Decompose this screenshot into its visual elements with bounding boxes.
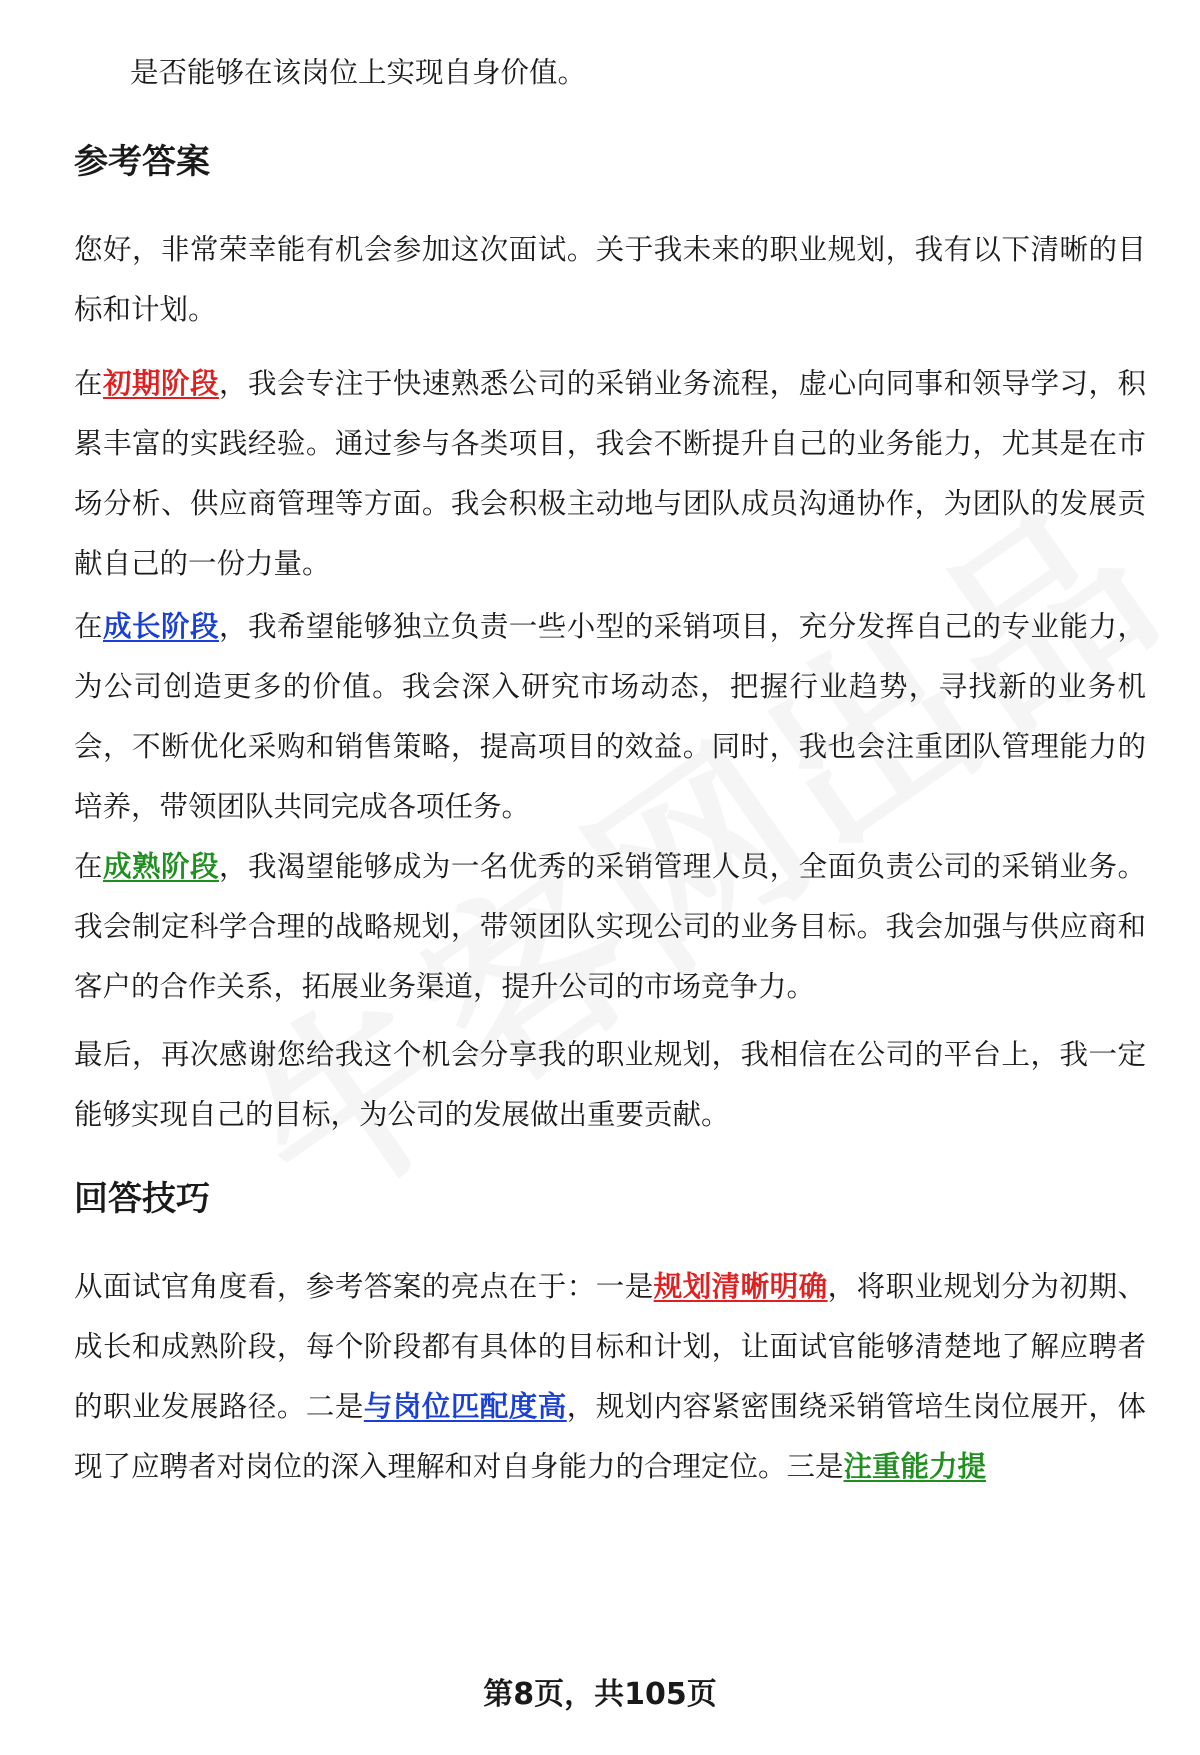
tips-seg-2: ，将职业规划分为初期、成长和成熟阶段，每个阶段都有具体的目标和计划，让面试官能够清楚地了解应聘者的职业发展路径。二是 — [74, 1270, 1146, 1423]
growth-text: ，我希望能够独立负责一些小型的采销项目，充分发挥自己的专业能力，为公司创造更多的价值。我会深入研究市场动态，把握行业趋势，寻找新的业务机会，不断优化采购和销售策略，提高项目的效益。同时，我也会注重团队管理能力的培养，带领团队共同完成各项任务。 — [74, 610, 1146, 823]
answer-paragraph-growth — [74, 597, 1146, 837]
tips-keyword-3: 注重能力提 — [843, 1450, 987, 1483]
early-text: ，我会专注于快速熟悉公司的采销业务流程，虚心向同事和领导学习，积累丰富的实践经验。通过参与各类项目，我会不断提升自己的业务能力，尤其是在市场分析、供应商管理等方面。我会积极主动地与团队成员沟通协作，为团队的发展贡献自己的一份力量。 — [74, 367, 1146, 580]
early-prefix: 在 — [74, 367, 103, 400]
answer-paragraph-greeting: 您好，非常荣幸能有机会参加这次面试。关于我未来的职业规划，我有以下清晰的目标和计划。 — [74, 233, 1146, 326]
mature-prefix: 在 — [74, 850, 103, 883]
answer-heading: 参考答案 — [74, 142, 210, 182]
tips-keyword-2: 与岗位匹配度高 — [363, 1390, 567, 1423]
growth-prefix: 在 — [74, 610, 103, 643]
tips-seg-3: ，规划内容紧密围绕采销管培生岗位展开，体现了应聘者对岗位的深入理解和对自身能力的合理定位。三是 — [74, 1390, 1146, 1483]
tips-paragraph — [74, 1257, 1146, 1497]
intro-tail-text: 是否能够在该岗位上实现自身价值。 — [130, 56, 587, 89]
answer-paragraph-closing: 最后，再次感谢您给我这个机会分享我的职业规划，我相信在公司的平台上，我一定能够实现自己的目标，为公司的发展做出重要贡献。 — [74, 1038, 1146, 1131]
answer-paragraph-early — [74, 354, 1146, 594]
mature-stage-keyword: 成熟阶段 — [103, 850, 219, 883]
early-stage-keyword: 初期阶段 — [103, 367, 219, 400]
tips-seg-1: 从面试官角度看，参考答案的亮点在于：一是 — [74, 1270, 654, 1303]
page-number-footer: 第8页，共105页 — [483, 1677, 717, 1712]
answer-paragraph-mature — [74, 837, 1146, 1017]
tips-heading: 回答技巧 — [74, 1179, 210, 1219]
mature-text: ，我渴望能够成为一名优秀的采销管理人员，全面负责公司的采销业务。我会制定科学合理的战略规划，带领团队实现公司的业务目标。我会加强与供应商和客户的合作关系，拓展业务渠道，提升公司的市场竞争力。 — [74, 850, 1146, 1003]
tips-keyword-1: 规划清晰明确 — [653, 1270, 828, 1303]
growth-stage-keyword: 成长阶段 — [103, 610, 219, 643]
